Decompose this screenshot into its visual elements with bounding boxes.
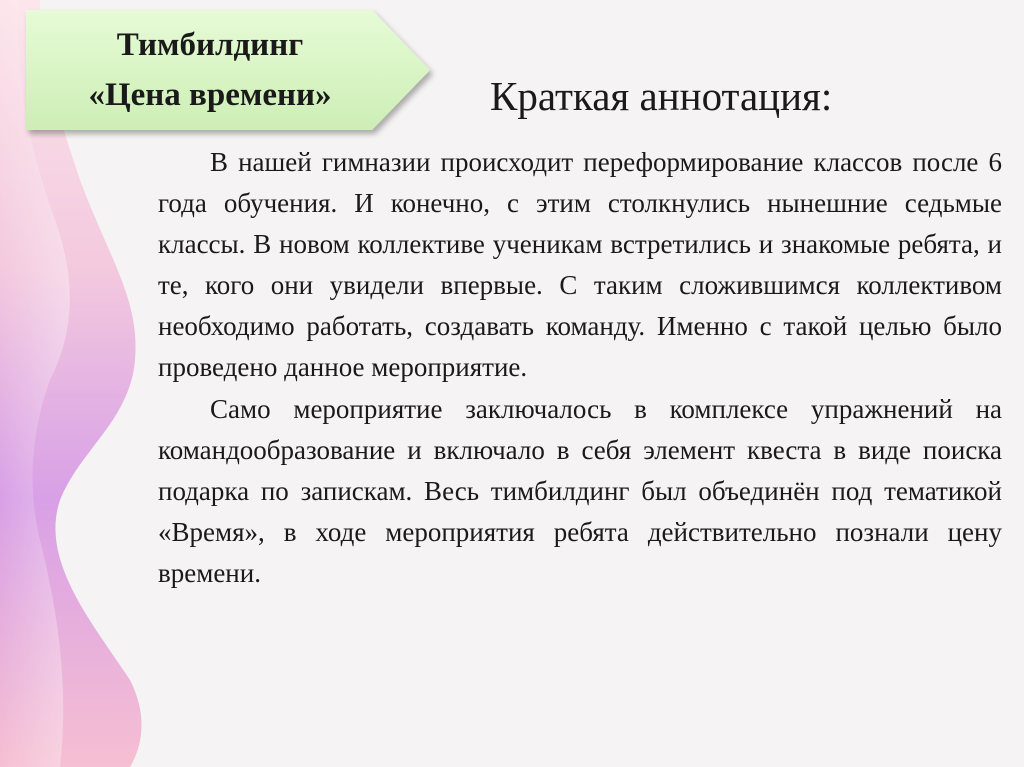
annotation-heading: Краткая аннотация:: [490, 73, 833, 119]
paragraph-1: В нашей гимназии происходит переформирование классов после 6 года обучения. И конечно, с этим столкнулись нынешние седьмые классы. В новом коллективе ученикам встретились и знакомые ребята, и те, кого они увидели впервые. С таким сложившимся коллективом необходимо работать, создавать команду. Именно с такой целью было проведено данное мероприятие.: [158, 147, 1002, 383]
paragraph-2: Само мероприятие заключалось в комплексе упражнений на командообразование и включало в себя элемент квеста в виде поиска подарка по запискам. Весь тимбилдинг был объединён под тематикой «Время», в ходе мероприятия ребята действительно познали цену времени.: [158, 393, 1002, 588]
title-line-2: «Цена времени»: [88, 77, 332, 113]
title-line-1: Тимбилдинг: [116, 27, 304, 63]
title-badge: [20, 6, 440, 140]
slide-title: [36, 20, 384, 120]
annotation-body: [158, 142, 1002, 594]
